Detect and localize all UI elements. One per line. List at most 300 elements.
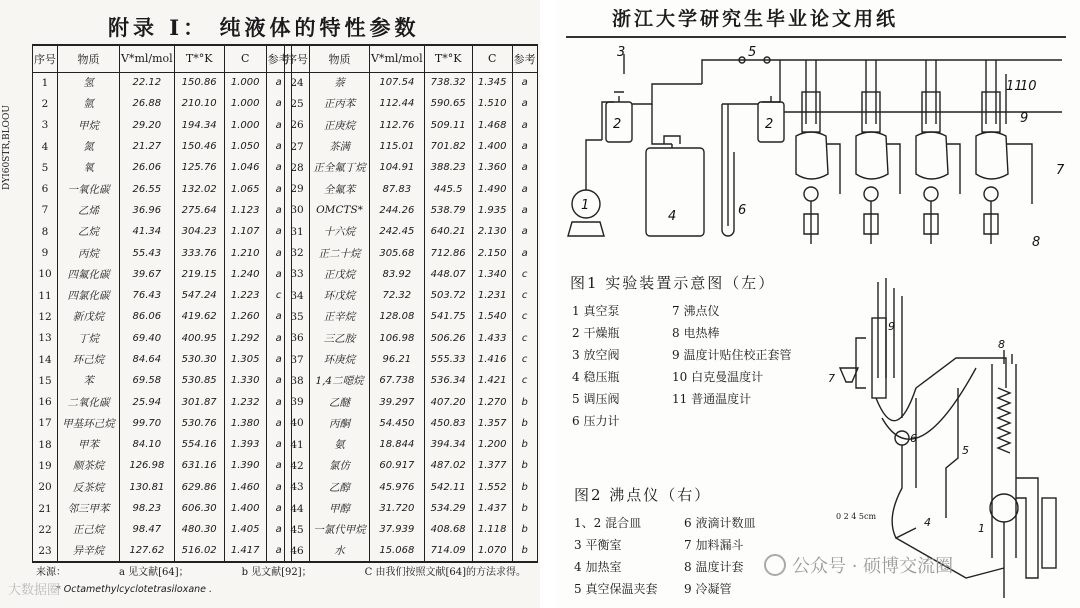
substance-name: 邻三甲苯 [58, 498, 120, 519]
reference: a [512, 115, 537, 136]
molar-volume: 69.40 [120, 328, 175, 349]
substance-name: 丙酮 [310, 413, 370, 434]
legend-item: 3 放空阀 [572, 348, 620, 362]
c-value: 1.490 [472, 178, 512, 199]
molar-volume: 128.08 [370, 306, 425, 327]
c-value: 1.123 [224, 200, 266, 221]
char-temperature: 448.07 [424, 264, 472, 285]
char-temperature: 388.23 [424, 157, 472, 178]
row-index: 11 [33, 285, 58, 306]
label-8: 8 [1032, 235, 1041, 250]
row-index: 26 [285, 115, 310, 136]
figure-2-legend [574, 512, 755, 600]
reference: b [512, 455, 537, 476]
substance-name: 三乙胺 [310, 328, 370, 349]
c-value: 1.050 [224, 136, 266, 157]
molar-volume: 21.27 [120, 136, 175, 157]
substance-name: 正己烷 [58, 519, 120, 540]
table-body-left [33, 72, 292, 562]
char-temperature: 445.5 [424, 178, 472, 199]
substance-name: 正庚烷 [310, 115, 370, 136]
table-row [33, 370, 292, 391]
molar-volume: 37.939 [370, 519, 425, 540]
notes-label: 来源： [36, 567, 66, 578]
char-temperature: 738.32 [424, 72, 472, 93]
molar-volume: 39.297 [370, 391, 425, 412]
reference: b [512, 541, 537, 562]
table-row [33, 115, 292, 136]
substance-name: 氩 [58, 93, 120, 114]
substance-name: 甲苯 [58, 434, 120, 455]
c-value: 1.223 [224, 285, 266, 306]
char-temperature: 509.11 [424, 115, 472, 136]
row-index: 42 [285, 455, 310, 476]
table-row [285, 455, 538, 476]
table-row [33, 93, 292, 114]
c-value: 1.232 [224, 391, 266, 412]
row-index: 5 [33, 157, 58, 178]
substance-name: 新戊烷 [58, 306, 120, 327]
row-index: 29 [285, 178, 310, 199]
reference: c [512, 328, 537, 349]
row-index: 21 [33, 498, 58, 519]
substance-name: 十六烷 [310, 221, 370, 242]
reference: a [266, 72, 291, 93]
char-temperature: 606.30 [174, 498, 224, 519]
table-row [285, 285, 538, 306]
substance-name: OMCTS* [310, 200, 370, 221]
e-label-8: 8 [998, 338, 1005, 351]
reference: a [266, 93, 291, 114]
legend-row [572, 388, 791, 410]
c-value: 1.270 [472, 391, 512, 412]
reference: a [266, 434, 291, 455]
substance-name: 反茶烷 [58, 477, 120, 498]
reference: a [266, 349, 291, 370]
char-temperature: 542.11 [424, 477, 472, 498]
reference: a [266, 178, 291, 199]
table-row [285, 541, 538, 562]
char-temperature: 125.76 [174, 157, 224, 178]
row-index: 1 [33, 72, 58, 93]
reference: a [266, 455, 291, 476]
char-temperature: 701.82 [424, 136, 472, 157]
row-index: 13 [33, 328, 58, 349]
table-row [33, 285, 292, 306]
char-temperature: 407.20 [424, 391, 472, 412]
molar-volume: 98.23 [120, 498, 175, 519]
char-temperature: 590.65 [424, 93, 472, 114]
c-value: 1.405 [224, 519, 266, 540]
substance-name: 氨 [310, 434, 370, 455]
c-value: 1.437 [472, 498, 512, 519]
c-value: 1.292 [224, 328, 266, 349]
legend-item: 6 液滴计数皿 [684, 516, 756, 530]
char-temperature: 640.21 [424, 221, 472, 242]
reference: b [512, 498, 537, 519]
c-value: 1.330 [224, 370, 266, 391]
row-index: 9 [33, 242, 58, 263]
table-header-row [285, 45, 538, 72]
c-value: 1.380 [224, 413, 266, 434]
e-label-5: 5 [962, 444, 969, 457]
molar-volume: 18.844 [370, 434, 425, 455]
figure-1-caption: 图1 实验装置示意图（左） [570, 274, 776, 292]
reference: b [512, 519, 537, 540]
table-row [33, 328, 292, 349]
char-temperature: 419.62 [174, 306, 224, 327]
char-temperature: 304.23 [174, 221, 224, 242]
e-label-1: 1 [978, 522, 985, 535]
c-value: 1.360 [472, 157, 512, 178]
legend-row [572, 344, 791, 366]
substance-name: 乙烷 [58, 221, 120, 242]
thesis-page [556, 0, 1080, 608]
header-substance: 物质 [310, 45, 370, 72]
reference: a [512, 200, 537, 221]
c-value: 2.150 [472, 242, 512, 263]
reference: a [266, 264, 291, 285]
label-7: 7 [1056, 163, 1065, 178]
c-value: 1.200 [472, 434, 512, 455]
row-index: 38 [285, 370, 310, 391]
c-value: 1.240 [224, 264, 266, 285]
row-index: 46 [285, 541, 310, 562]
table-row [285, 349, 538, 370]
char-temperature: 210.10 [174, 93, 224, 114]
table-row [285, 115, 538, 136]
char-temperature: 301.87 [174, 391, 224, 412]
legend-item: 8 温度计套 [684, 560, 744, 574]
reference: a [266, 498, 291, 519]
legend-row [572, 366, 791, 388]
row-index: 33 [285, 264, 310, 285]
table-row [285, 328, 538, 349]
c-value: 1.070 [472, 541, 512, 562]
label-10: 10 [1020, 79, 1037, 94]
row-index: 22 [33, 519, 58, 540]
reference: a [266, 242, 291, 263]
reference: a [266, 136, 291, 157]
molar-volume: 112.44 [370, 93, 425, 114]
table-row [33, 413, 292, 434]
legend-item: 1 真空泵 [572, 304, 620, 318]
row-index: 31 [285, 221, 310, 242]
molar-volume: 41.34 [120, 221, 175, 242]
c-value: 1.118 [472, 519, 512, 540]
char-temperature: 450.83 [424, 413, 472, 434]
header-reference: 参考 [266, 45, 291, 72]
table-row [33, 221, 292, 242]
wechat-watermark [764, 552, 953, 578]
molar-volume: 126.98 [120, 455, 175, 476]
table-row [285, 178, 538, 199]
legend-item: 1、2 混合皿 [574, 516, 642, 530]
header-index: 序号 [285, 45, 310, 72]
molar-volume: 29.20 [120, 115, 175, 136]
c-value: 1.046 [224, 157, 266, 178]
legend-row [572, 322, 791, 344]
char-temperature: 554.16 [174, 434, 224, 455]
substance-name: 乙醚 [310, 391, 370, 412]
reference: c [512, 264, 537, 285]
substance-name: 正丙苯 [310, 93, 370, 114]
table-row [33, 455, 292, 476]
legend-item: 11 普通温度计 [672, 392, 752, 406]
substance-name: 二氧化碳 [58, 391, 120, 412]
ebulliometers-drawing [796, 60, 1032, 244]
substance-name: 一氧化碳 [58, 178, 120, 199]
row-index: 27 [285, 136, 310, 157]
label-5: 5 [748, 45, 757, 60]
row-index: 37 [285, 349, 310, 370]
substance-name: 水 [310, 541, 370, 562]
reference: a [266, 519, 291, 540]
table-row [285, 498, 538, 519]
table-row [285, 434, 538, 455]
reference: c [512, 349, 537, 370]
char-temperature: 547.24 [174, 285, 224, 306]
label-6: 6 [738, 203, 747, 218]
molar-volume: 26.88 [120, 93, 175, 114]
figure-2-caption: 图2 沸点仪（右） [574, 486, 712, 504]
legend-row [574, 578, 755, 600]
vacuum-pump-drawing [568, 140, 604, 236]
legend-item: 4 加热室 [574, 560, 622, 574]
note-omcts: * Octamethylcyclotetrasiloxane . [56, 584, 213, 595]
c-value: 1.552 [472, 477, 512, 498]
char-temperature: 408.68 [424, 519, 472, 540]
label-9: 9 [1020, 111, 1029, 126]
char-temperature: 538.79 [424, 200, 472, 221]
c-value: 1.065 [224, 178, 266, 199]
reference: a [512, 178, 537, 199]
reference: b [512, 434, 537, 455]
molar-volume: 72.32 [370, 285, 425, 306]
table-row [285, 413, 538, 434]
reference: a [266, 306, 291, 327]
row-index: 20 [33, 477, 58, 498]
table-row [33, 72, 292, 93]
table-row [285, 519, 538, 540]
header-c: C [472, 45, 512, 72]
substance-name: 丙烷 [58, 242, 120, 263]
reference: a [266, 221, 291, 242]
header-volume: V*ml/mol [120, 45, 175, 72]
char-temperature: 480.30 [174, 519, 224, 540]
legend-row [572, 410, 791, 432]
substance-name: 全氟苯 [310, 178, 370, 199]
c-value: 1.417 [224, 541, 266, 562]
row-index: 18 [33, 434, 58, 455]
reference: a [266, 413, 291, 434]
substance-name: 氧 [58, 157, 120, 178]
c-value: 1.260 [224, 306, 266, 327]
c-value: 1.460 [224, 477, 266, 498]
apparatus-diagram [562, 44, 1074, 266]
molar-volume: 130.81 [120, 477, 175, 498]
table-row [33, 541, 292, 562]
molar-volume: 26.55 [120, 178, 175, 199]
reference: a [266, 541, 291, 562]
table-row [285, 72, 538, 93]
appendix-title: 附录 I： 纯液体的特性参数 [108, 15, 420, 40]
row-index: 34 [285, 285, 310, 306]
reference: b [512, 413, 537, 434]
table-notes [36, 563, 526, 595]
row-index: 36 [285, 328, 310, 349]
row-index: 6 [33, 178, 58, 199]
molar-volume: 36.96 [120, 200, 175, 221]
molar-volume: 104.91 [370, 157, 425, 178]
substance-name: 正二十烷 [310, 242, 370, 263]
char-temperature: 536.34 [424, 370, 472, 391]
table-row [33, 178, 292, 199]
reference: a [512, 136, 537, 157]
c-value: 1.345 [472, 72, 512, 93]
table-row [33, 498, 292, 519]
c-value: 1.468 [472, 115, 512, 136]
substance-name: 正辛烷 [310, 306, 370, 327]
substance-name: 正全氟丁烷 [310, 157, 370, 178]
row-index: 10 [33, 264, 58, 285]
molar-volume: 107.54 [370, 72, 425, 93]
table-row [33, 136, 292, 157]
c-value: 1.400 [472, 136, 512, 157]
molar-volume: 242.45 [370, 221, 425, 242]
legend-row [574, 534, 755, 556]
molar-volume: 96.21 [370, 349, 425, 370]
c-value: 1.540 [472, 306, 512, 327]
row-index: 25 [285, 93, 310, 114]
row-index: 17 [33, 413, 58, 434]
row-index: 35 [285, 306, 310, 327]
substance-name: 四氯化碳 [58, 285, 120, 306]
reference: a [266, 200, 291, 221]
table-row [33, 349, 292, 370]
molar-volume: 305.68 [370, 242, 425, 263]
char-temperature: 541.75 [424, 306, 472, 327]
row-index: 7 [33, 200, 58, 221]
molar-volume: 115.01 [370, 136, 425, 157]
molar-volume: 127.62 [120, 541, 175, 562]
label-2b: 2 [765, 117, 774, 132]
row-index: 28 [285, 157, 310, 178]
substance-name: 环己烷 [58, 349, 120, 370]
c-value: 1.000 [224, 93, 266, 114]
row-index: 30 [285, 200, 310, 221]
legend-item: 7 沸点仪 [672, 304, 720, 318]
char-temperature: 530.76 [174, 413, 224, 434]
char-temperature: 714.09 [424, 541, 472, 562]
reference: a [266, 477, 291, 498]
table-row [33, 391, 292, 412]
legend-item: 9 温度计贴住校正套管 [672, 348, 792, 362]
manometer-drawing [722, 104, 734, 236]
molar-volume: 86.06 [120, 306, 175, 327]
c-value: 1.416 [472, 349, 512, 370]
reference: b [512, 391, 537, 412]
label-4: 4 [668, 209, 677, 224]
table-row [33, 157, 292, 178]
char-temperature: 150.46 [174, 136, 224, 157]
c-value: 1.421 [472, 370, 512, 391]
row-index: 24 [285, 72, 310, 93]
c-value: 1.433 [472, 328, 512, 349]
char-temperature: 400.95 [174, 328, 224, 349]
row-index: 16 [33, 391, 58, 412]
substance-name: 甲基环己烷 [58, 413, 120, 434]
char-temperature: 506.26 [424, 328, 472, 349]
header-volume: V*ml/mol [370, 45, 425, 72]
row-index: 41 [285, 434, 310, 455]
substance-name: 萘 [310, 72, 370, 93]
char-temperature: 275.64 [174, 200, 224, 221]
c-value: 1.000 [224, 115, 266, 136]
table-row [285, 264, 538, 285]
c-value: 1.107 [224, 221, 266, 242]
reference: c [266, 285, 291, 306]
row-index: 44 [285, 498, 310, 519]
substance-name: 正戊烷 [310, 264, 370, 285]
note-a: a 见文献[64]； [118, 567, 189, 578]
table-row [285, 477, 538, 498]
header-substance: 物质 [58, 45, 120, 72]
c-value: 1.393 [224, 434, 266, 455]
c-value: 1.000 [224, 72, 266, 93]
notes-row [36, 563, 526, 578]
row-index: 40 [285, 413, 310, 434]
c-value: 1.510 [472, 93, 512, 114]
legend-row [574, 556, 755, 578]
substance-name: 甲醇 [310, 498, 370, 519]
substance-name: 甲烷 [58, 115, 120, 136]
char-temperature: 219.15 [174, 264, 224, 285]
legend-item: 3 平衡室 [574, 538, 622, 552]
e-label-9: 9 [888, 320, 895, 333]
table-row [285, 157, 538, 178]
molar-volume: 26.06 [120, 157, 175, 178]
char-temperature: 150.86 [174, 72, 224, 93]
char-temperature: 333.76 [174, 242, 224, 263]
table-row [285, 242, 538, 263]
reference: a [266, 328, 291, 349]
row-index: 39 [285, 391, 310, 412]
char-temperature: 394.34 [424, 434, 472, 455]
page-gutter [540, 0, 556, 608]
table-row [285, 391, 538, 412]
legend-item: 8 电热棒 [672, 326, 720, 340]
row-index: 3 [33, 115, 58, 136]
label-2: 2 [613, 117, 622, 132]
wechat-account-text: 公众号 · 硕博交流圈 [792, 556, 954, 577]
header-reference: 参考 [512, 45, 537, 72]
table-row [285, 200, 538, 221]
molar-volume: 39.67 [120, 264, 175, 285]
watermark-text: 大数据圈 [8, 583, 61, 598]
header-temperature: T*°K [174, 45, 224, 72]
properties-table-left [32, 44, 292, 563]
scale-bar-label: 0 2 4 5cm [836, 512, 877, 521]
thesis-paper-title: 浙江大学研究生毕业论文用纸 [612, 8, 899, 30]
substance-name: 四氟化碳 [58, 264, 120, 285]
table-row [285, 136, 538, 157]
reference: a [512, 157, 537, 178]
char-temperature: 487.02 [424, 455, 472, 476]
side-code: DYI60STR,BLOOU [2, 105, 12, 190]
reference: b [512, 477, 537, 498]
molar-volume: 67.738 [370, 370, 425, 391]
